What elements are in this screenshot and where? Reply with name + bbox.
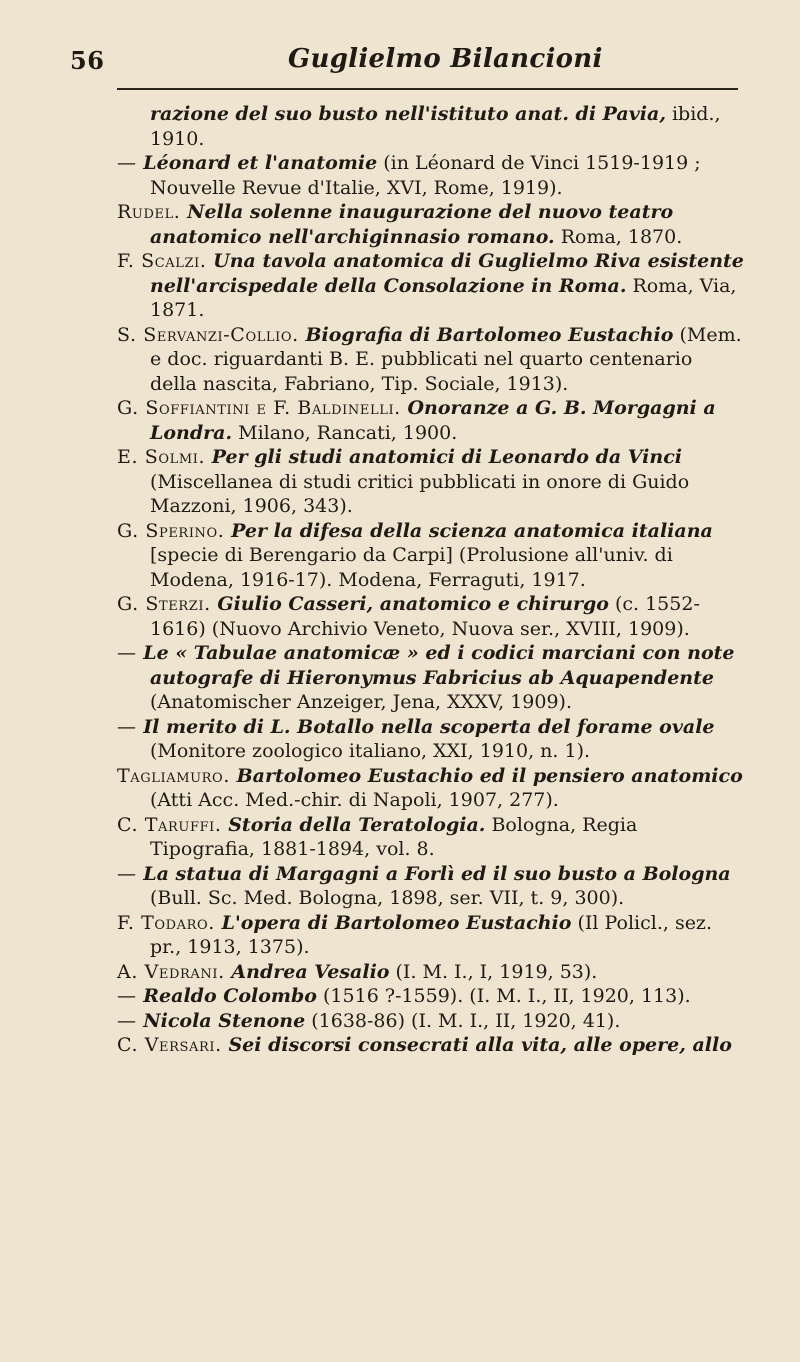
bibliography-entry — [117, 1009, 745, 1034]
entry-author: Tagliamuro. — [117, 764, 237, 787]
entry-author: S. Servanzi-Collio. — [117, 323, 306, 346]
entry-author: F. Todaro. — [117, 911, 222, 934]
bibliography-entry — [117, 813, 745, 862]
entry-details: (Bull. Sc. Med. Bologna, 1898, ser. VII, t. 9, 300). — [150, 887, 625, 909]
bibliography-entry — [117, 445, 745, 519]
entry-title: L'opera di Bartolomeo Eustachio — [221, 911, 572, 934]
bibliography-entry — [117, 641, 745, 715]
entry-details: [specie di Berengario da Carpi] (Prolusione all'univ. di Modena, 1916-17). Modena, Ferraguti, 1917. — [150, 544, 673, 591]
entry-title: Una tavola anatomica di Guglielmo Riva esistente nell'arcispedale della Consolazione in Roma. — [150, 250, 744, 297]
running-title: Guglielmo Bilancioni — [288, 44, 603, 74]
entry-author: Rudel. — [117, 201, 188, 223]
bibliography-entry — [117, 1033, 745, 1058]
entry-title: Nicola Stenone — [143, 1009, 306, 1032]
entry-details: (Monitore zoologico italiano, XXI, 1910, n. 1). — [150, 740, 591, 762]
bibliography-entry — [117, 396, 745, 445]
bibliography-entry — [117, 519, 745, 593]
entry-author: — — [117, 1009, 144, 1032]
entry-title: Le « Tabulae anatomicæ » ed i codici marciani con note autografe di Hieronymus Fabricius ab Aquapendente — [143, 642, 735, 689]
entry-author: — — [117, 715, 144, 738]
entry-title: La statua di Margagni a Forlì ed il suo busto a Bologna — [143, 862, 731, 885]
entry-details: (I. M. I., I, 1919, 53). — [389, 960, 598, 983]
entry-details: Milano, Rancati, 1900. — [232, 421, 458, 444]
bibliography-entry — [117, 911, 745, 960]
entry-author: — — [117, 985, 144, 1007]
entry-author: E. Solmi. — [117, 446, 212, 468]
entry-author: A. Vedrani. — [117, 960, 232, 983]
page-header — [70, 40, 740, 84]
entry-title: Per la difesa della scienza anatomica italiana — [231, 519, 713, 542]
bibliography-list — [117, 102, 745, 1058]
entry-author: — — [117, 152, 144, 174]
entry-author: — — [117, 862, 144, 885]
entry-details: Roma, Via, 1871. — [150, 274, 737, 321]
entry-details: (Mem. e doc. riguardanti B. E. pubblicati nel quarto centenario della nascita, Fabriano, Tip. Sociale, 1913). — [150, 323, 742, 395]
bibliography-entry — [117, 200, 745, 249]
bibliography-entry — [117, 151, 745, 200]
entry-title: Biografia di Bartolomeo Eustachio — [305, 323, 674, 346]
entry-author: — — [117, 642, 144, 664]
entry-author: G. Sperino. — [117, 519, 232, 542]
entry-title: Onoranze a G. B. Morgagni a Londra. — [150, 397, 716, 444]
bibliography-entry — [117, 984, 745, 1009]
bibliography-entry — [117, 102, 745, 151]
entry-details: (Il Policl., sez. pr., 1913, 1375). — [150, 911, 712, 958]
page-number: 56 — [70, 46, 105, 75]
entry-author: C. Versari. — [117, 1034, 229, 1056]
bibliography-entry — [117, 715, 745, 764]
bibliography-entry — [117, 960, 745, 985]
entry-title: razione del suo busto nell'istituto anat. di Pavia, — [150, 103, 666, 125]
entry-details: (Atti Acc. Med.-chir. di Napoli, 1907, 277). — [150, 789, 559, 811]
bibliography-entry — [117, 323, 745, 397]
entry-details: Bologna, Regia Tipografia, 1881-1894, vol. 8. — [150, 813, 638, 860]
entry-details: (c. 1552-1616) (Nuovo Archivio Veneto, Nuova ser., XVIII, 1909). — [150, 593, 700, 640]
entry-details: (1638-86) (I. M. I., II, 1920, 41). — [305, 1009, 621, 1032]
bibliography-entry — [117, 592, 745, 641]
entry-details: (Anatomischer Anzeiger, Jena, XXXV, 1909). — [150, 691, 572, 713]
entry-details: Roma, 1870. — [554, 225, 683, 248]
entry-title: Giulio Casseri, anatomico e chirurgo — [217, 593, 609, 615]
entry-title: Realdo Colombo — [143, 985, 317, 1007]
entry-title: Il merito di L. Botallo nella scoperta del forame ovale — [143, 715, 715, 738]
entry-details: (1516 ?-1559). (I. M. I., II, 1920, 113). — [316, 985, 691, 1007]
bibliography-entry — [117, 862, 745, 911]
entry-title: Per gli studi anatomici di Leonardo da Vinci — [211, 446, 683, 468]
entry-details: ibid., 1910. — [150, 103, 721, 150]
entry-title: Léonard et l'anatomie — [143, 152, 378, 174]
entry-author: G. Sterzi. — [117, 593, 218, 615]
bibliography-entry — [117, 764, 745, 813]
entry-title: Bartolomeo Eustachio ed il pensiero anatomico — [236, 764, 743, 787]
bibliography-entry — [117, 249, 745, 323]
entry-author: F. Scalzi. — [117, 250, 214, 272]
header-rule — [117, 88, 738, 90]
entry-title: Nella solenne inaugurazione del nuovo teatro anatomico nell'archiginnasio romano. — [150, 201, 674, 248]
entry-title: Andrea Vesalio — [231, 960, 390, 983]
entry-title: Sei discorsi consecrati alla vita, alle opere, allo — [228, 1034, 732, 1056]
entry-author: G. Soffiantini e F. Baldinelli. — [117, 397, 408, 419]
entry-details: (Miscellanea di studi critici pubblicati in onore di Guido Mazzoni, 1906, 343). — [150, 470, 690, 517]
entry-author: C. Taruffi. — [117, 813, 229, 836]
entry-title: Storia della Teratologia. — [228, 813, 486, 836]
entry-details: (in Léonard de Vinci 1519-1919 ; Nouvelle Revue d'Italie, XVI, Rome, 1919). — [150, 152, 701, 199]
